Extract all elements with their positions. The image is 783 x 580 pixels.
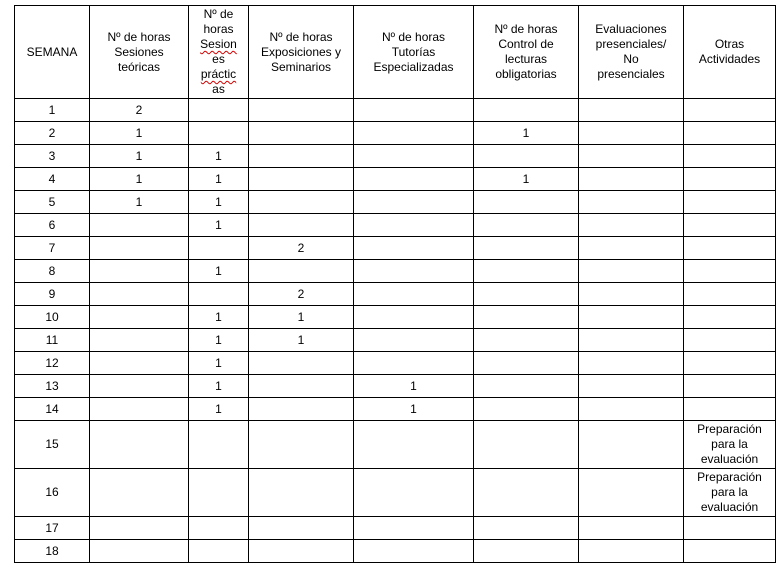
header-practicas-line: horas	[203, 22, 234, 36]
cell-tutorias	[354, 540, 474, 563]
cell-practicas: 1	[189, 398, 249, 421]
header-row	[15, 6, 776, 99]
cell-practicas	[189, 517, 249, 540]
cell-tutorias	[354, 122, 474, 145]
cell-semana: 4	[15, 168, 90, 191]
cell-tutorias	[354, 214, 474, 237]
cell-exposiciones	[249, 352, 354, 375]
cell-lecturas	[474, 469, 579, 517]
cell-teoricas	[90, 469, 189, 517]
cell-evaluaciones	[579, 122, 684, 145]
header-tutorias: Nº de horas Tutorías Especializadas	[354, 6, 474, 99]
cell-otras	[684, 168, 776, 191]
cell-practicas: 1	[189, 306, 249, 329]
table-row	[15, 329, 776, 352]
cell-lecturas	[474, 398, 579, 421]
cell-lecturas: 1	[474, 168, 579, 191]
cell-tutorias	[354, 260, 474, 283]
cell-lecturas	[474, 329, 579, 352]
header-exposiciones: Nº de horas Exposiciones y Seminarios	[249, 6, 354, 99]
cell-otras	[684, 306, 776, 329]
table-row	[15, 145, 776, 168]
cell-tutorias	[354, 168, 474, 191]
cell-tutorias: 1	[354, 398, 474, 421]
cell-otras	[684, 191, 776, 214]
header-sesiones-practicas	[189, 6, 249, 99]
header-practicas-line: Sesion	[200, 37, 237, 51]
cell-lecturas	[474, 99, 579, 122]
cell-evaluaciones	[579, 469, 684, 517]
cell-semana: 2	[15, 122, 90, 145]
table-row	[15, 398, 776, 421]
cell-tutorias	[354, 517, 474, 540]
table-row	[15, 191, 776, 214]
cell-semana: 18	[15, 540, 90, 563]
cell-practicas: 1	[189, 352, 249, 375]
cell-practicas: 1	[189, 214, 249, 237]
cell-evaluaciones	[579, 375, 684, 398]
cell-practicas	[189, 99, 249, 122]
cell-evaluaciones	[579, 306, 684, 329]
cell-evaluaciones	[579, 191, 684, 214]
cell-otras	[684, 329, 776, 352]
cell-otras	[684, 145, 776, 168]
cell-otras: Preparación para la evaluación	[684, 421, 776, 469]
cell-evaluaciones	[579, 237, 684, 260]
cell-evaluaciones	[579, 329, 684, 352]
cell-otras	[684, 283, 776, 306]
cell-teoricas	[90, 283, 189, 306]
cell-exposiciones: 2	[249, 237, 354, 260]
cell-semana: 1	[15, 99, 90, 122]
cell-otras	[684, 352, 776, 375]
cell-lecturas	[474, 237, 579, 260]
cell-teoricas	[90, 329, 189, 352]
cell-otras	[684, 99, 776, 122]
table-row	[15, 214, 776, 237]
cell-semana: 14	[15, 398, 90, 421]
table-row	[15, 540, 776, 563]
cell-tutorias	[354, 237, 474, 260]
cell-evaluaciones	[579, 352, 684, 375]
cell-lecturas	[474, 421, 579, 469]
cell-teoricas	[90, 352, 189, 375]
cell-lecturas	[474, 517, 579, 540]
cell-semana: 11	[15, 329, 90, 352]
header-practicas-line: es	[212, 52, 225, 66]
cell-tutorias	[354, 329, 474, 352]
cell-otras	[684, 375, 776, 398]
cell-exposiciones	[249, 421, 354, 469]
cell-otras	[684, 517, 776, 540]
cell-teoricas	[90, 260, 189, 283]
cell-tutorias	[354, 469, 474, 517]
cell-lecturas	[474, 260, 579, 283]
cell-semana: 13	[15, 375, 90, 398]
cell-teoricas: 1	[90, 145, 189, 168]
cell-evaluaciones	[579, 214, 684, 237]
cell-otras	[684, 260, 776, 283]
cell-tutorias	[354, 99, 474, 122]
cell-otras	[684, 214, 776, 237]
cell-semana: 6	[15, 214, 90, 237]
cell-tutorias: 1	[354, 375, 474, 398]
cell-exposiciones	[249, 260, 354, 283]
table-row	[15, 306, 776, 329]
cell-teoricas	[90, 214, 189, 237]
cell-tutorias	[354, 352, 474, 375]
cell-practicas: 1	[189, 145, 249, 168]
table-row	[15, 260, 776, 283]
header-practicas-line: as	[212, 82, 225, 96]
cell-semana: 17	[15, 517, 90, 540]
cell-practicas	[189, 122, 249, 145]
cell-teoricas: 2	[90, 99, 189, 122]
cell-evaluaciones	[579, 99, 684, 122]
cell-semana: 16	[15, 469, 90, 517]
table-row	[15, 99, 776, 122]
cell-exposiciones: 1	[249, 306, 354, 329]
cell-practicas	[189, 540, 249, 563]
cell-otras	[684, 398, 776, 421]
table-row	[15, 352, 776, 375]
table-row	[15, 237, 776, 260]
cell-teoricas: 1	[90, 122, 189, 145]
cell-semana: 7	[15, 237, 90, 260]
cell-exposiciones	[249, 517, 354, 540]
cell-practicas	[189, 421, 249, 469]
header-practicas-line: Nº de	[203, 7, 234, 21]
cell-teoricas	[90, 398, 189, 421]
cell-lecturas	[474, 191, 579, 214]
cell-teoricas	[90, 237, 189, 260]
cell-semana: 12	[15, 352, 90, 375]
cell-exposiciones	[249, 99, 354, 122]
cell-tutorias	[354, 421, 474, 469]
cell-tutorias	[354, 145, 474, 168]
cell-teoricas	[90, 375, 189, 398]
cell-evaluaciones	[579, 168, 684, 191]
cell-evaluaciones	[579, 540, 684, 563]
cell-exposiciones	[249, 375, 354, 398]
table-row	[15, 375, 776, 398]
cell-exposiciones	[249, 145, 354, 168]
cell-evaluaciones	[579, 283, 684, 306]
cell-evaluaciones	[579, 517, 684, 540]
cell-practicas: 1	[189, 375, 249, 398]
table-row	[15, 421, 776, 469]
cell-lecturas	[474, 352, 579, 375]
cell-exposiciones	[249, 398, 354, 421]
table-row	[15, 122, 776, 145]
header-otras-actividades: Otras Actividades	[684, 6, 776, 99]
header-sesiones-teoricas: Nº de horas Sesiones teóricas	[90, 6, 189, 99]
cell-teoricas: 1	[90, 191, 189, 214]
cell-semana: 5	[15, 191, 90, 214]
header-semana: SEMANA	[15, 6, 90, 99]
cell-teoricas	[90, 421, 189, 469]
cell-otras	[684, 122, 776, 145]
cell-evaluaciones	[579, 421, 684, 469]
header-practicas-line: práctic	[200, 67, 237, 81]
cell-otras	[684, 540, 776, 563]
cell-lecturas	[474, 306, 579, 329]
cell-tutorias	[354, 306, 474, 329]
cell-evaluaciones	[579, 398, 684, 421]
cell-practicas: 1	[189, 260, 249, 283]
cell-evaluaciones	[579, 260, 684, 283]
table-row	[15, 168, 776, 191]
cell-semana: 9	[15, 283, 90, 306]
table-row	[15, 283, 776, 306]
cell-tutorias	[354, 191, 474, 214]
cell-evaluaciones	[579, 145, 684, 168]
cell-exposiciones	[249, 122, 354, 145]
cell-teoricas	[90, 306, 189, 329]
cell-practicas	[189, 283, 249, 306]
cell-exposiciones	[249, 540, 354, 563]
cell-exposiciones	[249, 469, 354, 517]
cell-practicas: 1	[189, 168, 249, 191]
cell-lecturas	[474, 375, 579, 398]
schedule-table	[14, 5, 776, 563]
cell-exposiciones: 2	[249, 283, 354, 306]
cell-semana: 15	[15, 421, 90, 469]
cell-tutorias	[354, 283, 474, 306]
cell-practicas	[189, 469, 249, 517]
cell-semana: 3	[15, 145, 90, 168]
cell-practicas	[189, 237, 249, 260]
cell-teoricas: 1	[90, 168, 189, 191]
cell-otras	[684, 237, 776, 260]
cell-lecturas	[474, 283, 579, 306]
cell-lecturas	[474, 145, 579, 168]
cell-lecturas	[474, 540, 579, 563]
cell-exposiciones: 1	[249, 329, 354, 352]
cell-exposiciones	[249, 214, 354, 237]
cell-teoricas	[90, 517, 189, 540]
table-row	[15, 517, 776, 540]
cell-teoricas	[90, 540, 189, 563]
header-control-lecturas: Nº de horas Control de lecturas obligatorias	[474, 6, 579, 99]
cell-otras: Preparación para la evaluación	[684, 469, 776, 517]
cell-lecturas	[474, 214, 579, 237]
cell-practicas: 1	[189, 329, 249, 352]
cell-exposiciones	[249, 191, 354, 214]
cell-lecturas: 1	[474, 122, 579, 145]
cell-practicas: 1	[189, 191, 249, 214]
cell-semana: 8	[15, 260, 90, 283]
cell-semana: 10	[15, 306, 90, 329]
cell-exposiciones	[249, 168, 354, 191]
header-evaluaciones: Evaluaciones presenciales/ No presenciales	[579, 6, 684, 99]
table-row	[15, 469, 776, 517]
